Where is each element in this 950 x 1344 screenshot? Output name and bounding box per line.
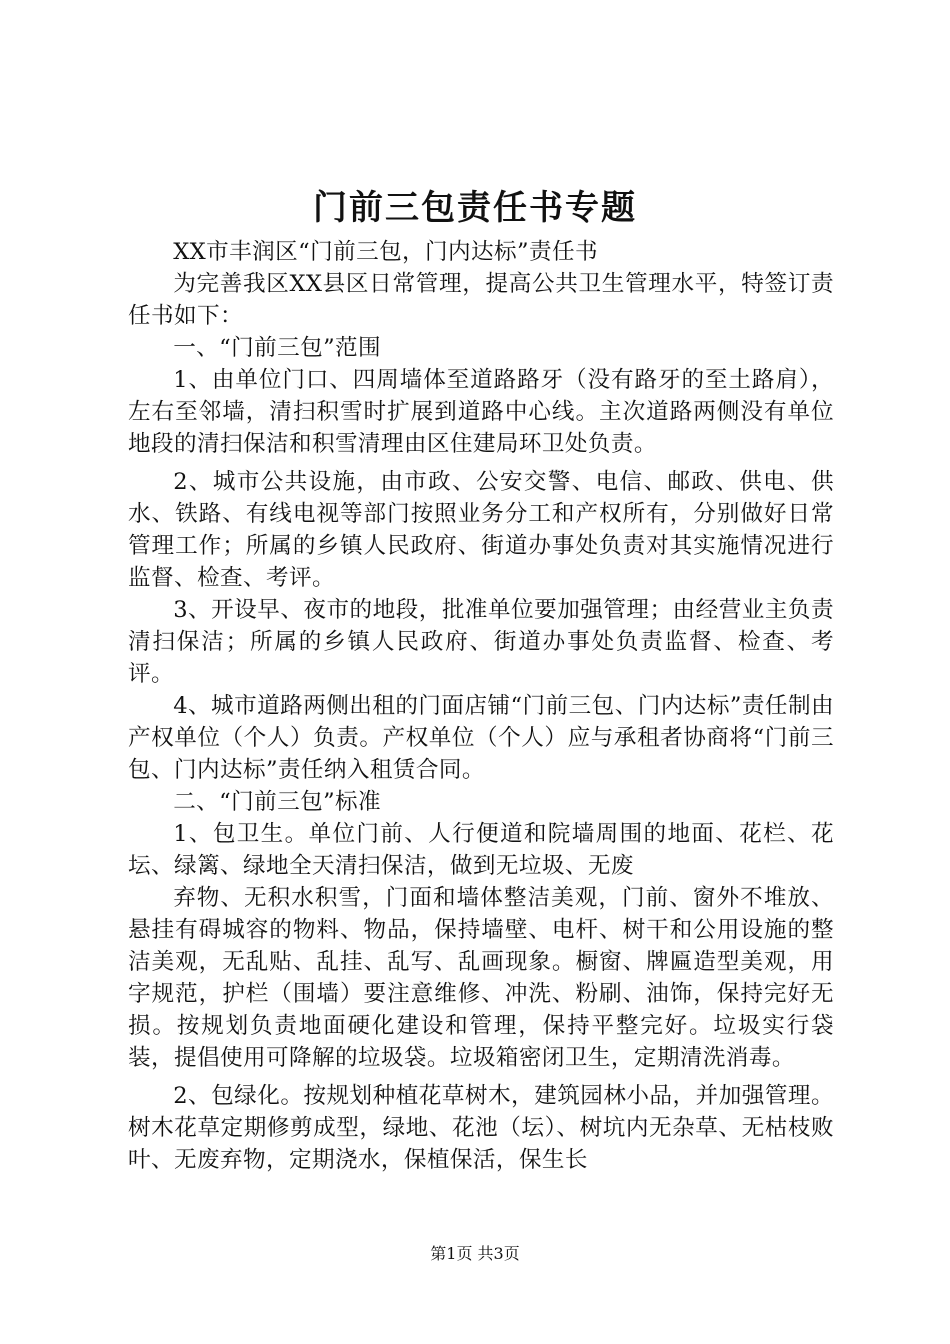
paragraph-standard-1: 1、包卫生。单位门前、人行便道和院墙周围的地面、花栏、花坛、绿篱、绿地全天清扫保洁，做到无垃圾、无废: [128, 821, 834, 879]
section-heading-scope: 一、“门前三包”范围: [173, 335, 382, 361]
paragraph-scope-2: 2、城市公共设施，由市政、公安交警、电信、邮政、供电、供水、铁路、有线电视等部门按照业务分工和产权所有，分别做好日常管理工作；所属的乡镇人民政府、街道办事处负责对其实施情况进行监督、检查、考评。: [128, 469, 834, 591]
paragraph-scope-3: 3、开设早、夜市的地段，批准单位要加强管理；由经营业主负责清扫保洁；所属的乡镇人民政府、街道办事处负责监督、检查、考评。: [128, 597, 834, 687]
paragraph-standard-2: 2、包绿化。按规划种植花草树木，建筑园林小品，并加强管理。树木花草定期修剪成型，绿地、花池（坛）、树坑内无杂草、无枯枝败叶、无废弃物，定期浇水，保植保活，保生长: [128, 1083, 834, 1173]
paragraph-scope-1: 1、由单位门口、四周墙体至道路路牙（没有路牙的至土路肩），左右至邻墙，清扫积雪时扩展到道路中心线。主次道路两侧没有单位地段的清扫保洁和积雪清理由区住建局环卫处负责。: [128, 367, 834, 457]
page-footer: 第1页 共3页: [430, 1244, 520, 1263]
paragraph-heading: XX市丰润区“门前三包，门内达标”责任书: [173, 239, 598, 265]
paragraph-scope-4: 4、城市道路两侧出租的门面店铺“门前三包、门内达标”责任制由产权单位（个人）负责。产权单位（个人）应与承租者协商将“门前三包、门内达标”责任纳入租赁合同。: [128, 693, 834, 783]
paragraph-standard-1-cont: 弃物、无积水积雪，门面和墙体整洁美观，门前、窗外不堆放、悬挂有碍城容的物料、物品，保持墙壁、电杆、树干和公用设施的整洁美观，无乱贴、乱挂、乱写、乱画现象。橱窗、牌匾造型美观，用字规范，护栏（围墙）要注意维修、冲洗、粉刷、油饰，保持完好无损。按规划负责地面硬化建设和管理，保持平整完好。垃圾实行袋装，提倡使用可降解的垃圾袋。垃圾箱密闭卫生，定期清洗消毒。: [128, 885, 834, 1071]
section-heading-standard: 二、“门前三包”标准: [173, 789, 382, 815]
document-body: [128, 236, 834, 1176]
document-title: 门前三包责任书专题: [313, 188, 637, 228]
paragraph-intro: 为完善我区XX县区日常管理，提高公共卫生管理水平，特签订责任书如下：: [128, 271, 834, 329]
